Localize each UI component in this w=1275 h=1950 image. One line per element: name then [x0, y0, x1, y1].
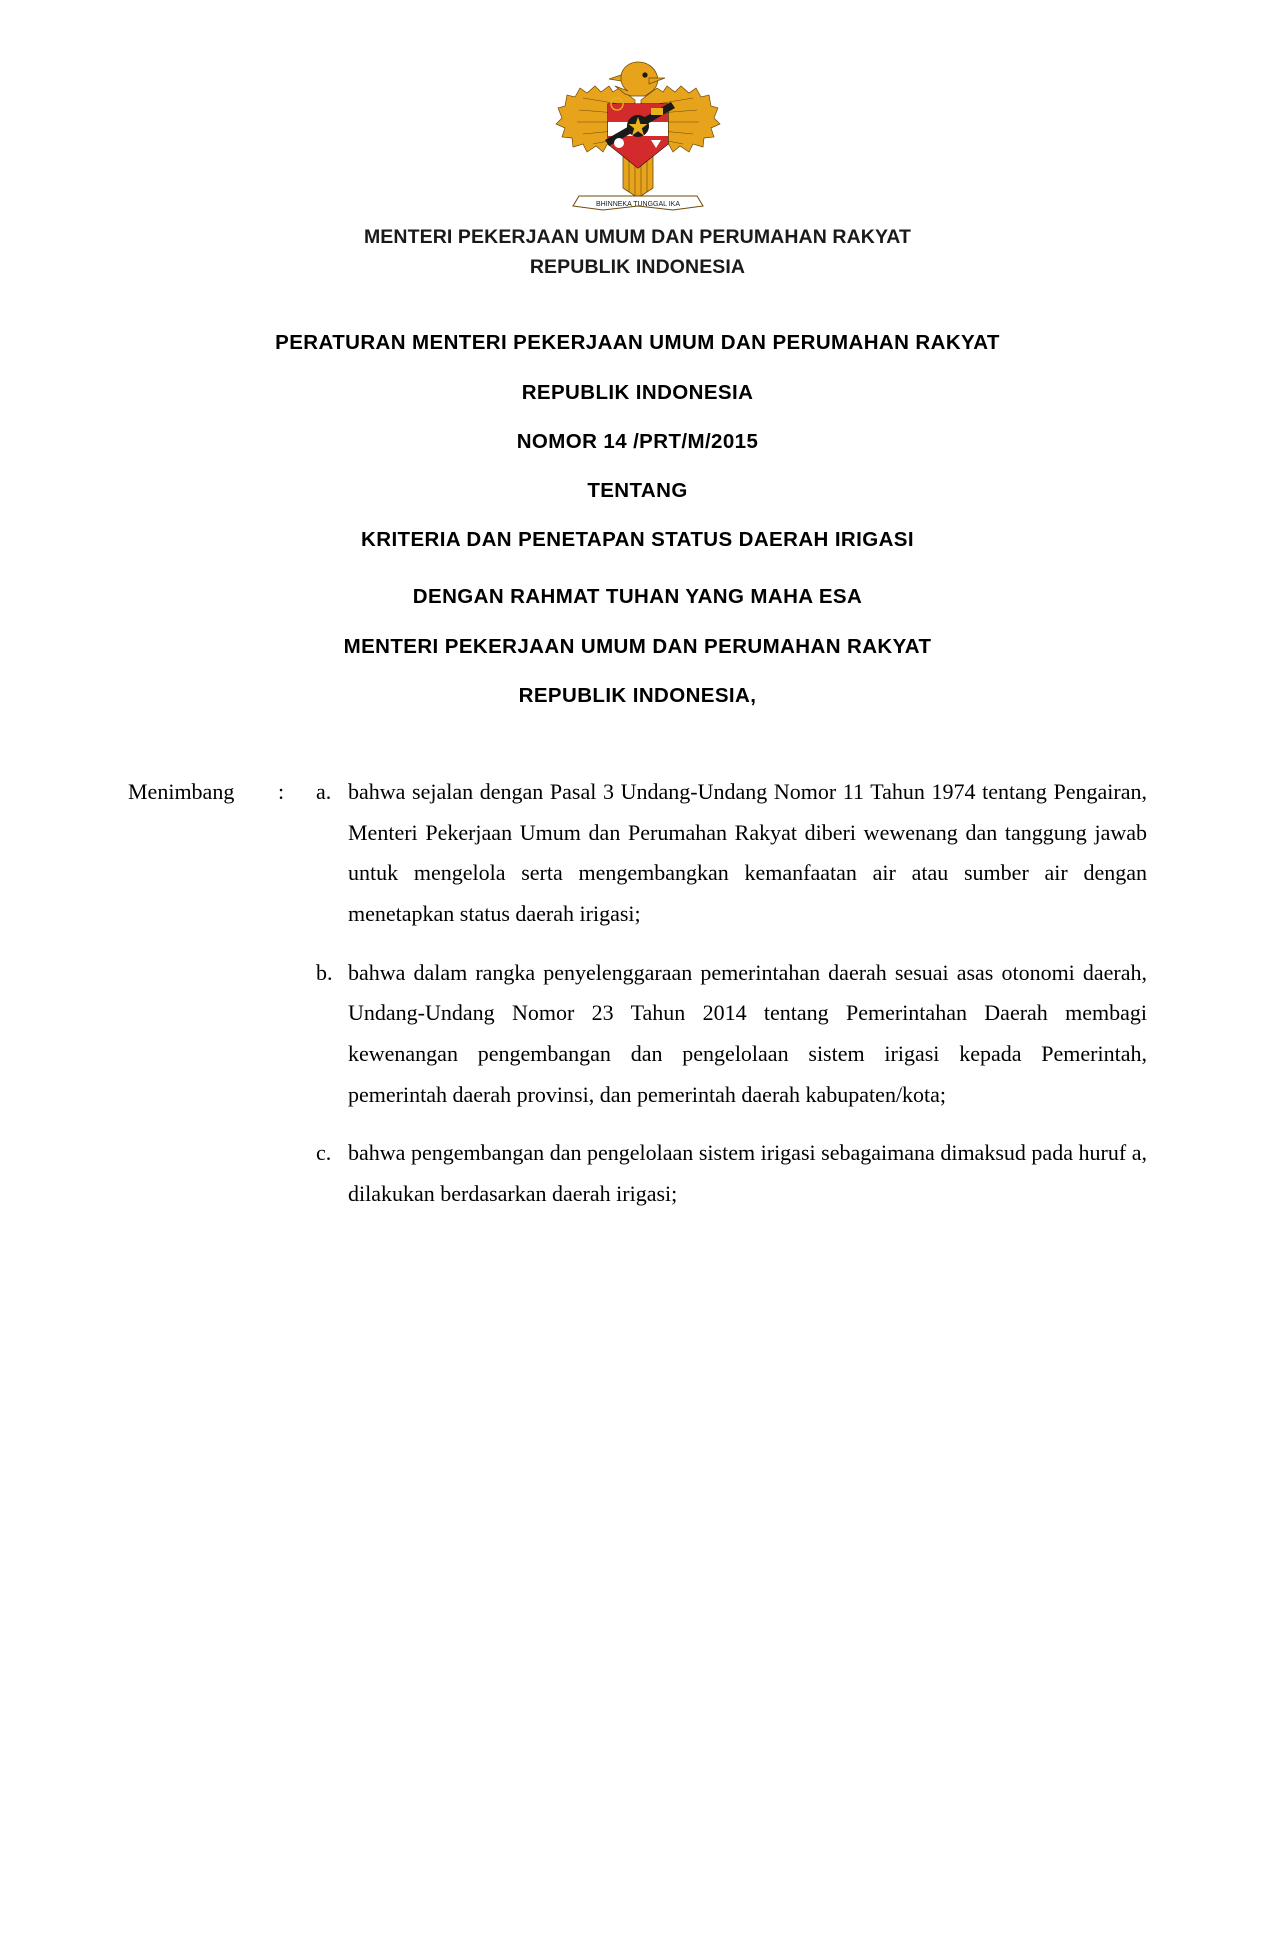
- title-line-1: PERATURAN MENTERI PEKERJAAN UMUM DAN PERUMAHAN RAKYAT: [275, 331, 1000, 355]
- regulation-title: [0, 318, 1275, 564]
- emblem-container: [0, 0, 1275, 216]
- regulation-preamble: [0, 572, 1275, 720]
- title-number: NOMOR 14 /PRT/M/2015: [516, 429, 759, 453]
- considerans-item-b: [128, 953, 1147, 1116]
- svg-text:BHINNEKA TUNGGAL IKA: BHINNEKA TUNGGAL IKA: [595, 201, 680, 208]
- considerans-colon: :: [278, 778, 285, 804]
- considerans-section: [0, 772, 1275, 1215]
- title-line-2: REPUBLIK INDONESIA: [521, 380, 754, 404]
- title-tentang: TENTANG: [587, 479, 688, 502]
- garuda-pancasila-emblem: [553, 48, 723, 216]
- preamble-line-3: REPUBLIK INDONESIA,: [518, 683, 757, 707]
- considerans-marker-a: a.: [316, 778, 332, 804]
- considerans-label: Menimbang: [128, 778, 235, 804]
- preamble-line-1: DENGAN RAHMAT TUHAN YANG MAHA ESA: [412, 585, 863, 609]
- considerans-item-c: [128, 1133, 1147, 1214]
- preamble-line-2: MENTERI PEKERJAAN UMUM DAN PERUMAHAN RAKYAT: [343, 634, 932, 658]
- title-subject: KRITERIA DAN PENETAPAN STATUS DAERAH IRIGASI: [361, 528, 914, 552]
- considerans-text-b: bahwa dalam rangka penyelenggaraan pemerintahan daerah sesuai asas otonomi daerah, Undang-Undang Nomor 23 Tahun 2014 tentang Pemerintahan Daerah membagi kewenangan pengembangan dan pengelolaan sistem irigasi kepada Pemerintah, pemerintah daerah provinsi, dan pemerintah daerah kabupaten/kota;: [348, 959, 1147, 1107]
- considerans-marker-c: c.: [316, 1140, 332, 1166]
- letterhead: [0, 222, 1275, 282]
- considerans-marker-b: b.: [316, 959, 333, 985]
- considerans-text-c: bahwa pengembangan dan pengelolaan sistem irigasi sebagaimana dimaksud pada huruf a, dilakukan berdasarkan daerah irigasi;: [348, 1140, 1147, 1207]
- considerans-item-a: [128, 772, 1147, 935]
- considerans-spacer-2: [128, 1115, 1147, 1133]
- considerans-spacer-1: [128, 935, 1147, 953]
- letterhead-line-2: REPUBLIK INDONESIA: [529, 256, 746, 279]
- considerans-text-a: bahwa sejalan dengan Pasal 3 Undang-Undang Nomor 11 Tahun 1974 tentang Pengairan, Menteri Pekerjaan Umum dan Perumahan Rakyat diberi wewenang dan tanggung jawab untuk mengelola serta mengembangkan kemanfaatan air atau sumber air dengan menetapkan status daerah irigasi;: [348, 778, 1147, 926]
- letterhead-line-1: MENTERI PEKERJAAN UMUM DAN PERUMAHAN RAKYAT: [363, 226, 912, 248]
